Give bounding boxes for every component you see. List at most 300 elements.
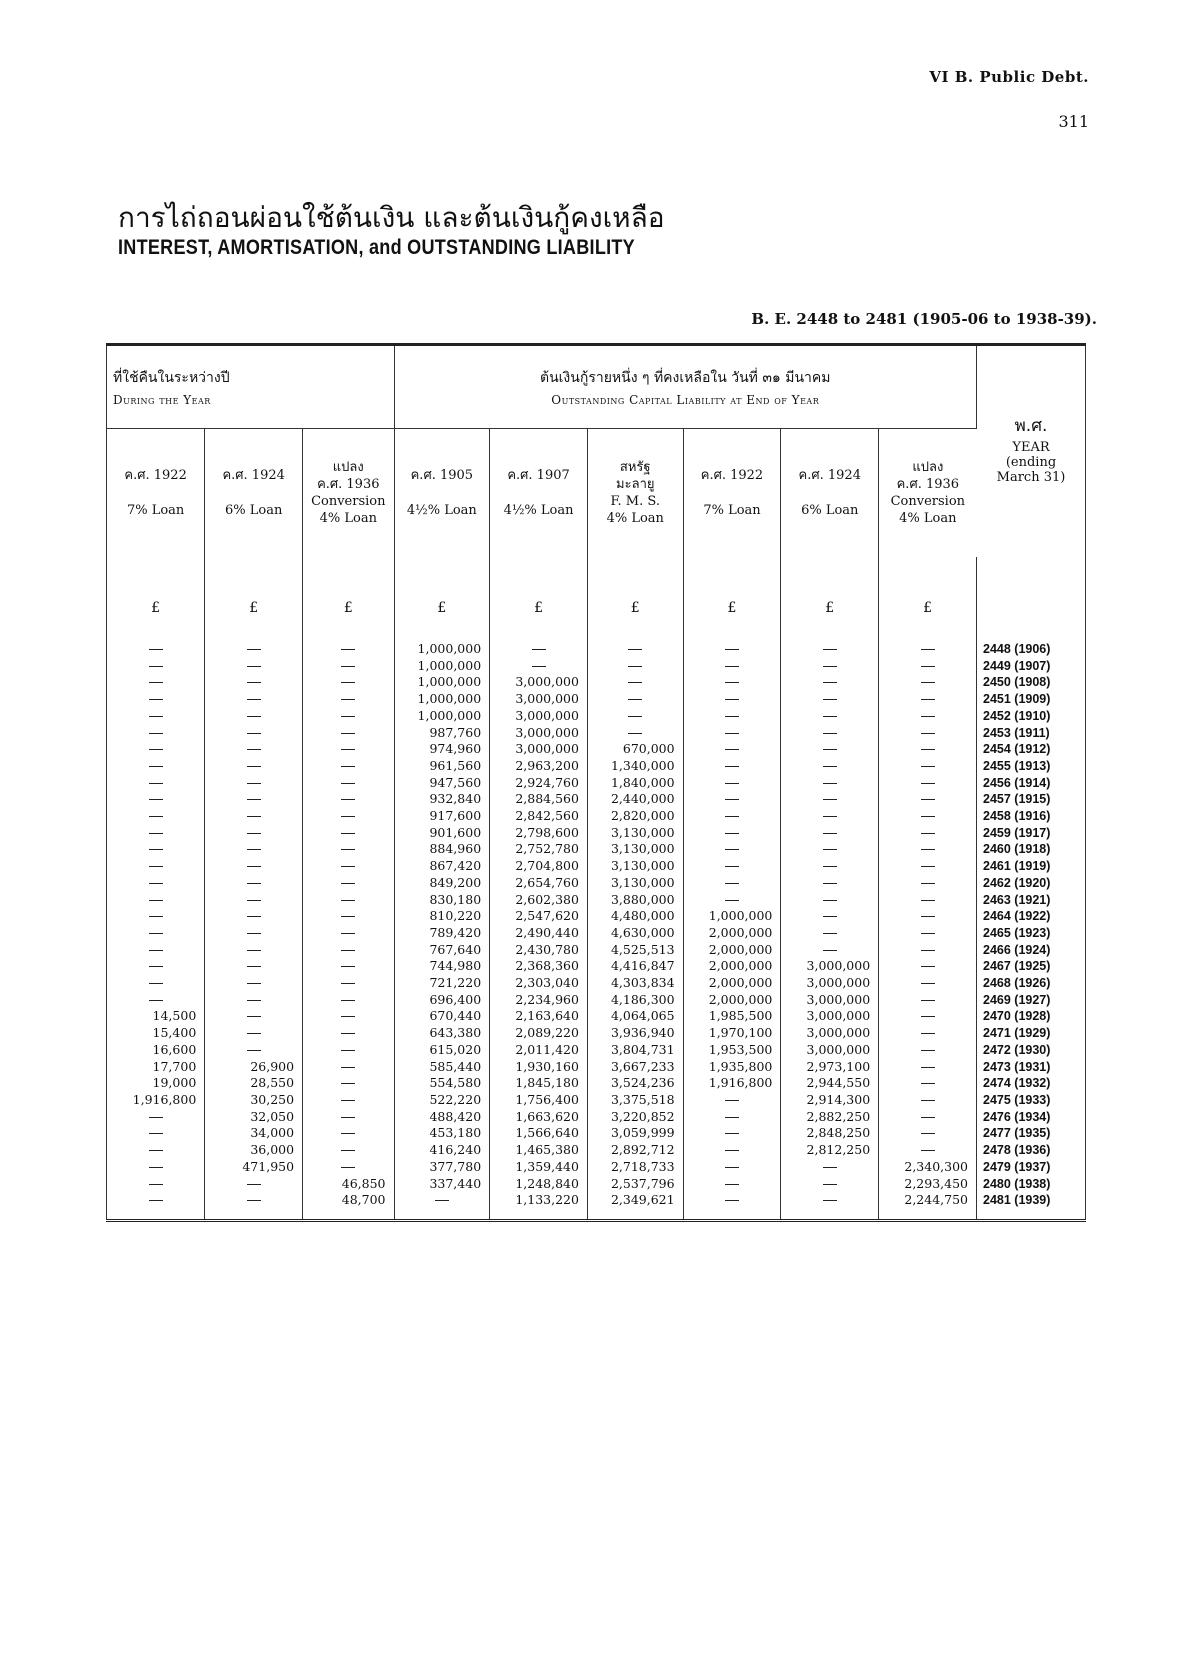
spacer-cell <box>977 629 1086 641</box>
dash-mark <box>149 716 163 717</box>
year-cell: 2448 (1906) <box>983 642 1051 656</box>
dash-mark <box>823 666 837 667</box>
dash-mark <box>149 1150 163 1151</box>
empty-dash-cell <box>879 658 977 675</box>
spacer-cell <box>587 1209 683 1219</box>
amount-cell: 3,000,000 <box>781 975 879 992</box>
empty-dash-cell <box>781 725 879 742</box>
empty-dash-cell <box>683 758 781 775</box>
dash-mark <box>725 816 739 817</box>
year-cell: 2457 (1915) <box>983 792 1051 807</box>
title-english: INTEREST, AMORTISATION, and OUTSTANDING LIABILITY <box>118 236 635 259</box>
empty-dash-cell <box>107 875 205 892</box>
dash-mark <box>921 649 935 650</box>
table-row <box>107 808 1085 825</box>
dash-mark <box>823 749 837 750</box>
empty-dash-cell <box>303 1075 394 1092</box>
amount-cell: 46,850 <box>303 1176 394 1193</box>
dash-mark <box>149 1133 163 1134</box>
table-row <box>107 875 1085 892</box>
empty-dash-cell <box>879 674 977 691</box>
amount-cell: 1,359,440 <box>490 1159 588 1176</box>
amount-cell: 615,020 <box>394 1042 490 1059</box>
table-row <box>107 674 1085 691</box>
empty-dash-cell <box>205 1008 303 1025</box>
amount-cell: 1,663,620 <box>490 1109 588 1126</box>
amount-cell: 337,440 <box>394 1176 490 1193</box>
empty-dash-cell <box>303 925 394 942</box>
empty-dash-cell <box>587 674 683 691</box>
empty-dash-cell <box>879 791 977 808</box>
empty-dash-cell <box>879 858 977 875</box>
dash-mark <box>823 933 837 934</box>
empty-dash-cell <box>683 808 781 825</box>
amount-cell: 2,812,250 <box>781 1142 879 1159</box>
amount-cell: 2,000,000 <box>683 925 781 942</box>
amount-cell: 2,752,780 <box>490 841 588 858</box>
dash-mark <box>149 933 163 934</box>
dash-mark <box>247 1016 261 1017</box>
dash-mark <box>823 916 837 917</box>
column-header-line1: ค.ศ. 1936 <box>317 477 380 492</box>
dash-mark <box>921 1067 935 1068</box>
empty-dash-cell <box>303 725 394 742</box>
empty-dash-cell <box>303 825 394 842</box>
amount-cell: 1,935,800 <box>683 1059 781 1076</box>
dash-mark <box>532 666 546 667</box>
table-row <box>107 1042 1085 1059</box>
amount-cell: 30,250 <box>205 1092 303 1109</box>
spacer-row <box>107 629 1085 641</box>
amount-cell: 884,960 <box>394 841 490 858</box>
amount-cell: 1,756,400 <box>490 1092 588 1109</box>
empty-dash-cell <box>879 1075 977 1092</box>
dash-mark <box>921 1150 935 1151</box>
empty-dash-cell <box>107 725 205 742</box>
empty-dash-cell <box>107 1192 205 1209</box>
year-cell: 2471 (1929) <box>983 1026 1051 1041</box>
currency-symbol: £ <box>879 557 977 629</box>
spacer-cell <box>303 629 394 641</box>
empty-dash-cell <box>683 775 781 792</box>
dash-mark <box>149 916 163 917</box>
year-cell: 2480 (1938) <box>983 1176 1051 1191</box>
empty-dash-cell <box>303 775 394 792</box>
empty-dash-cell <box>490 641 588 658</box>
dash-mark <box>247 1184 261 1185</box>
column-header-line2: Conversion <box>890 494 966 509</box>
amount-cell: 867,420 <box>394 858 490 875</box>
amount-cell: 2,842,560 <box>490 808 588 825</box>
empty-dash-cell <box>879 908 977 925</box>
dash-mark <box>341 649 355 650</box>
empty-dash-cell <box>683 641 781 658</box>
dash-mark <box>149 900 163 901</box>
dash-mark <box>921 716 935 717</box>
year-header-line2: (ending <box>1005 454 1057 470</box>
empty-dash-cell <box>107 858 205 875</box>
empty-dash-cell <box>683 875 781 892</box>
dash-mark <box>725 1133 739 1134</box>
empty-dash-cell <box>683 1092 781 1109</box>
amount-cell: 453,180 <box>394 1125 490 1142</box>
dash-mark <box>341 733 355 734</box>
table-row <box>107 1176 1085 1193</box>
column-header-line0: สหรัฐ <box>619 460 651 475</box>
amount-cell: 3,000,000 <box>781 1025 879 1042</box>
empty-dash-cell <box>781 674 879 691</box>
dash-mark <box>921 849 935 850</box>
dash-mark <box>149 699 163 700</box>
empty-dash-cell <box>683 825 781 842</box>
dash-mark <box>149 816 163 817</box>
amount-cell: 4,525,513 <box>587 942 683 959</box>
table-row <box>107 925 1085 942</box>
table-row <box>107 708 1085 725</box>
empty-dash-cell <box>107 791 205 808</box>
year-cell: 2464 (1922) <box>983 909 1051 924</box>
column-header <box>781 429 879 558</box>
amount-cell: 3,804,731 <box>587 1042 683 1059</box>
year-cell: 2476 (1934) <box>983 1109 1051 1124</box>
empty-dash-cell <box>683 725 781 742</box>
amount-cell: 554,580 <box>394 1075 490 1092</box>
column-header-line2: 7% Loan <box>126 503 185 518</box>
table-row <box>107 1075 1085 1092</box>
dash-mark <box>435 1200 449 1201</box>
empty-dash-cell <box>879 942 977 959</box>
dash-mark <box>247 916 261 917</box>
column-header-line3: 4% Loan <box>319 511 377 526</box>
dash-mark <box>921 1000 935 1001</box>
year-cell: 2458 (1916) <box>983 809 1051 824</box>
running-head: VI B. Public Debt. <box>929 68 1089 86</box>
empty-dash-cell <box>303 691 394 708</box>
dash-mark <box>725 900 739 901</box>
empty-dash-cell <box>205 1176 303 1193</box>
dash-mark <box>247 950 261 951</box>
empty-dash-cell <box>683 691 781 708</box>
empty-dash-cell <box>303 958 394 975</box>
year-cell: 2454 (1912) <box>983 742 1051 757</box>
year-cell: 2462 (1920) <box>983 875 1051 890</box>
dash-mark <box>341 866 355 867</box>
dash-mark <box>921 1100 935 1101</box>
empty-dash-cell <box>781 875 879 892</box>
dash-mark <box>341 1067 355 1068</box>
empty-dash-cell <box>879 841 977 858</box>
column-header-line3: 4% Loan <box>899 511 957 526</box>
dash-mark <box>149 1184 163 1185</box>
empty-dash-cell <box>879 958 977 975</box>
spacer-cell <box>683 1209 781 1219</box>
empty-dash-cell <box>303 992 394 1009</box>
empty-dash-cell <box>205 1192 303 1209</box>
amount-cell: 3,000,000 <box>781 958 879 975</box>
empty-dash-cell <box>781 1176 879 1193</box>
amount-cell: 471,950 <box>205 1159 303 1176</box>
column-header-line2: 7% Loan <box>703 503 761 518</box>
empty-dash-cell <box>781 908 879 925</box>
group-during-thai: ที่ใช้คืนในระหว่างปี <box>113 370 230 386</box>
dash-mark <box>725 1200 739 1201</box>
dash-mark <box>247 682 261 683</box>
amount-cell: 947,560 <box>394 775 490 792</box>
table-row <box>107 975 1085 992</box>
empty-dash-cell <box>587 691 683 708</box>
column-header <box>205 429 303 558</box>
amount-cell: 4,480,000 <box>587 908 683 925</box>
empty-dash-cell <box>781 758 879 775</box>
empty-dash-cell <box>587 708 683 725</box>
dash-mark <box>628 733 642 734</box>
dash-mark <box>247 833 261 834</box>
dash-mark <box>341 883 355 884</box>
dash-mark <box>341 1083 355 1084</box>
year-header-thai: พ.ศ. <box>1014 415 1048 436</box>
dash-mark <box>149 883 163 884</box>
amount-cell: 3,375,518 <box>587 1092 683 1109</box>
spacer-cell <box>490 629 588 641</box>
amount-cell: 2,000,000 <box>683 975 781 992</box>
dash-mark <box>247 983 261 984</box>
year-cell: 2479 (1937) <box>983 1159 1051 1174</box>
dash-mark <box>341 682 355 683</box>
empty-dash-cell <box>879 1025 977 1042</box>
amount-cell: 3,130,000 <box>587 841 683 858</box>
year-cell: 2459 (1917) <box>983 825 1051 840</box>
empty-dash-cell <box>205 958 303 975</box>
dash-mark <box>341 816 355 817</box>
amount-cell: 416,240 <box>394 1142 490 1159</box>
dash-mark <box>725 833 739 834</box>
empty-dash-cell <box>205 875 303 892</box>
amount-cell: 1,985,500 <box>683 1008 781 1025</box>
empty-dash-cell <box>879 1125 977 1142</box>
empty-dash-cell <box>683 892 781 909</box>
dash-mark <box>341 1050 355 1051</box>
empty-dash-cell <box>303 908 394 925</box>
column-header-line2: 6% Loan <box>225 503 283 518</box>
debt-table <box>107 346 1085 1219</box>
year-cell: 2467 (1925) <box>983 959 1051 974</box>
empty-dash-cell <box>107 775 205 792</box>
dash-mark <box>823 1200 837 1201</box>
column-header-line2: 6% Loan <box>801 503 859 518</box>
amount-cell: 14,500 <box>107 1008 205 1025</box>
dash-mark <box>149 799 163 800</box>
amount-cell: 2,430,780 <box>490 942 588 959</box>
spacer-cell <box>879 629 977 641</box>
group-header-outstanding <box>394 346 977 429</box>
amount-cell: 3,000,000 <box>490 691 588 708</box>
dash-mark <box>921 699 935 700</box>
dash-mark <box>921 866 935 867</box>
empty-dash-cell <box>205 808 303 825</box>
amount-cell: 830,180 <box>394 892 490 909</box>
spacer-cell <box>394 1209 490 1219</box>
dash-mark <box>725 716 739 717</box>
column-header-line1: ค.ศ. 1922 <box>124 468 187 483</box>
year-cell: 2453 (1911) <box>983 725 1050 740</box>
dash-mark <box>247 699 261 700</box>
dash-mark <box>921 799 935 800</box>
table-frame <box>106 346 1086 1219</box>
year-cell: 2477 (1935) <box>983 1126 1051 1141</box>
amount-cell: 3,524,236 <box>587 1075 683 1092</box>
currency-row <box>107 557 1085 629</box>
table-bottom-rule <box>106 1219 1086 1225</box>
empty-dash-cell <box>205 791 303 808</box>
table-row <box>107 841 1085 858</box>
dash-mark <box>725 1184 739 1185</box>
year-cell: 2455 (1913) <box>983 758 1051 773</box>
table-row <box>107 825 1085 842</box>
amount-cell: 28,550 <box>205 1075 303 1092</box>
empty-dash-cell <box>205 942 303 959</box>
dash-mark <box>247 966 261 967</box>
spacer-cell <box>781 629 879 641</box>
dash-mark <box>341 933 355 934</box>
dash-mark <box>341 716 355 717</box>
amount-cell: 643,380 <box>394 1025 490 1042</box>
currency-symbol: £ <box>683 557 781 629</box>
spacer-cell <box>683 629 781 641</box>
empty-dash-cell <box>303 658 394 675</box>
amount-cell: 3,000,000 <box>781 1042 879 1059</box>
dash-mark <box>149 666 163 667</box>
amount-cell: 2,440,000 <box>587 791 683 808</box>
dash-mark <box>823 866 837 867</box>
empty-dash-cell <box>879 741 977 758</box>
dash-mark <box>247 1050 261 1051</box>
empty-dash-cell <box>781 808 879 825</box>
empty-dash-cell <box>683 1109 781 1126</box>
column-header <box>490 429 588 558</box>
amount-cell: 2,011,420 <box>490 1042 588 1059</box>
amount-cell: 2,244,750 <box>879 1192 977 1209</box>
dash-mark <box>341 1100 355 1101</box>
year-cell: 2449 (1907) <box>983 658 1051 673</box>
dash-mark <box>247 666 261 667</box>
empty-dash-cell <box>683 1192 781 1209</box>
amount-cell: 901,600 <box>394 825 490 842</box>
dash-mark <box>149 749 163 750</box>
column-header-line1: ค.ศ. 1905 <box>410 468 474 483</box>
year-header-line3: March 31) <box>996 469 1066 485</box>
empty-dash-cell <box>879 775 977 792</box>
empty-dash-cell <box>781 841 879 858</box>
amount-cell: 1,845,180 <box>490 1075 588 1092</box>
empty-dash-cell <box>781 825 879 842</box>
empty-dash-cell <box>683 1125 781 1142</box>
currency-symbol: £ <box>394 557 490 629</box>
year-cell: 2470 (1928) <box>983 1009 1051 1024</box>
table-row <box>107 775 1085 792</box>
dash-mark <box>725 682 739 683</box>
table-row <box>107 1192 1085 1209</box>
empty-dash-cell <box>107 925 205 942</box>
dash-mark <box>823 1167 837 1168</box>
empty-dash-cell <box>490 658 588 675</box>
amount-cell: 2,602,380 <box>490 892 588 909</box>
column-header <box>107 429 205 558</box>
amount-cell: 1,000,000 <box>394 658 490 675</box>
empty-dash-cell <box>394 1192 490 1209</box>
spacer-cell <box>303 1209 394 1219</box>
table-row <box>107 942 1085 959</box>
empty-dash-cell <box>683 1142 781 1159</box>
dash-mark <box>149 649 163 650</box>
empty-dash-cell <box>205 925 303 942</box>
dash-mark <box>628 682 642 683</box>
table-row <box>107 641 1085 658</box>
amount-cell: 987,760 <box>394 725 490 742</box>
empty-dash-cell <box>205 758 303 775</box>
dash-mark <box>921 749 935 750</box>
amount-cell: 1,000,000 <box>683 908 781 925</box>
empty-dash-cell <box>781 775 879 792</box>
empty-dash-cell <box>303 1125 394 1142</box>
year-column-header <box>977 346 1086 557</box>
column-header-line1: ค.ศ. 1936 <box>896 477 960 492</box>
empty-dash-cell <box>781 1159 879 1176</box>
amount-cell: 3,059,999 <box>587 1125 683 1142</box>
amount-cell: 2,924,760 <box>490 775 588 792</box>
amount-cell: 3,130,000 <box>587 825 683 842</box>
dash-mark <box>921 816 935 817</box>
amount-cell: 1,916,800 <box>107 1092 205 1109</box>
dash-mark <box>341 799 355 800</box>
amount-cell: 1,000,000 <box>394 708 490 725</box>
empty-dash-cell <box>107 825 205 842</box>
currency-symbol: £ <box>205 557 303 629</box>
empty-dash-cell <box>879 1059 977 1076</box>
amount-cell: 2,654,760 <box>490 875 588 892</box>
amount-cell: 3,880,000 <box>587 892 683 909</box>
table-row <box>107 1092 1085 1109</box>
column-header <box>683 429 781 558</box>
table-row <box>107 1125 1085 1142</box>
dash-mark <box>149 733 163 734</box>
table-row <box>107 725 1085 742</box>
empty-dash-cell <box>303 741 394 758</box>
empty-dash-cell <box>205 641 303 658</box>
table-row <box>107 908 1085 925</box>
column-header <box>879 429 977 558</box>
column-header-line1: ค.ศ. 1924 <box>798 468 861 483</box>
empty-dash-cell <box>303 975 394 992</box>
dash-mark <box>341 1000 355 1001</box>
year-cell: 2461 (1919) <box>983 859 1051 874</box>
empty-dash-cell <box>205 1025 303 1042</box>
dash-mark <box>247 766 261 767</box>
amount-cell: 932,840 <box>394 791 490 808</box>
amount-cell: 2,963,200 <box>490 758 588 775</box>
empty-dash-cell <box>107 1142 205 1159</box>
empty-dash-cell <box>107 808 205 825</box>
amount-cell: 810,220 <box>394 908 490 925</box>
dash-mark <box>725 666 739 667</box>
amount-cell: 2,884,560 <box>490 791 588 808</box>
dash-mark <box>725 783 739 784</box>
empty-dash-cell <box>107 1159 205 1176</box>
amount-cell: 1,000,000 <box>394 691 490 708</box>
dash-mark <box>921 783 935 784</box>
empty-dash-cell <box>683 1159 781 1176</box>
dash-mark <box>921 682 935 683</box>
dash-mark <box>823 733 837 734</box>
